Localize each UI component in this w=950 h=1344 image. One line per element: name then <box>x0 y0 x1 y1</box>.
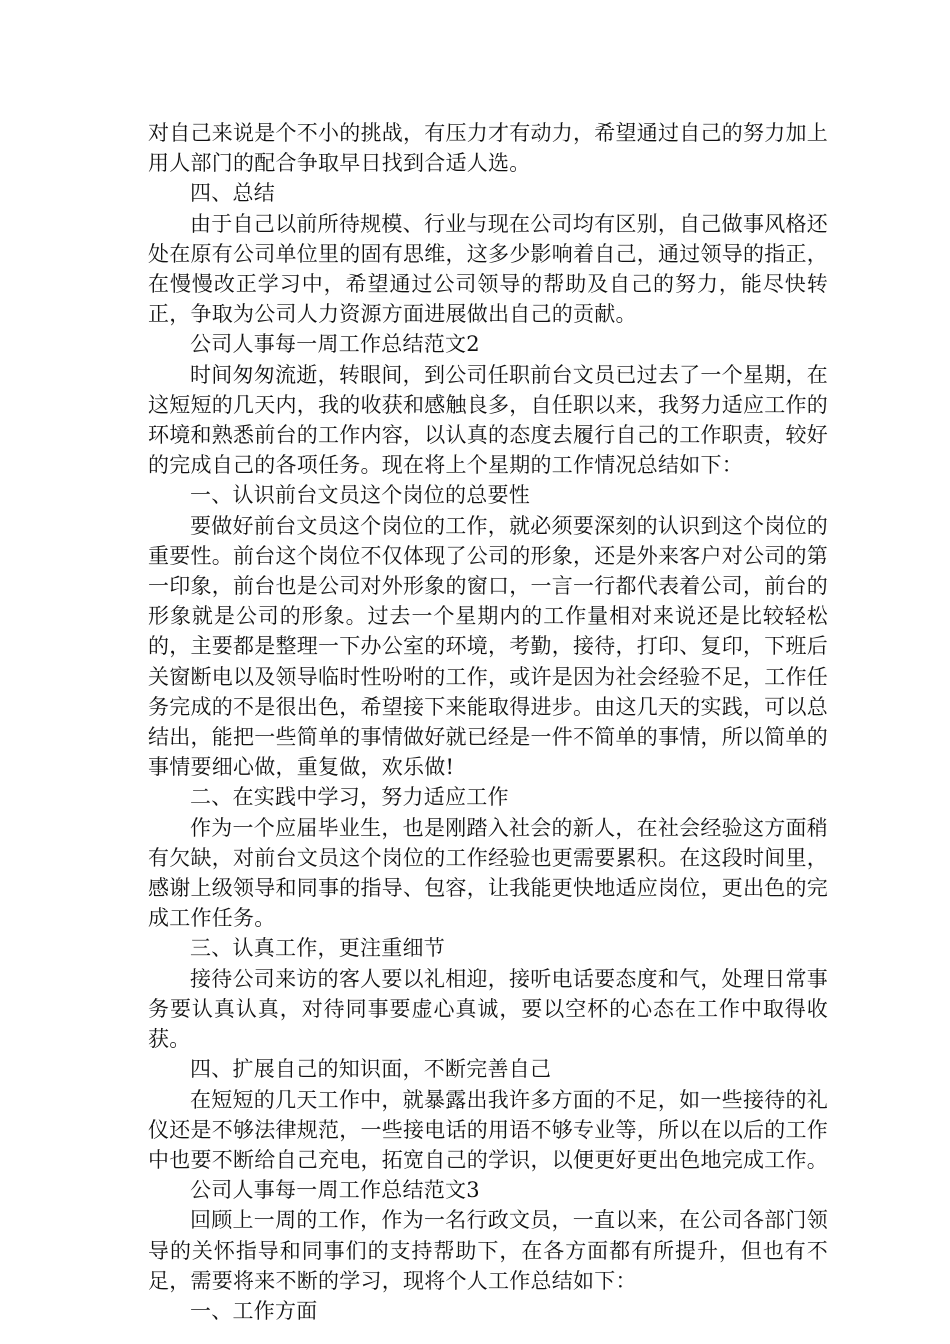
section-heading-knowledge: 四、扩展自己的知识面，不断完善自己 <box>190 1057 552 1082</box>
paragraph-role-importance: 要做好前台文员这个岗位的工作，就必须要深刻的认识到这个岗位的重要性。前台这个岗位不仅体现了公司的形象，还是外来客户对公司的第一印象，前台也是公司对外形象的窗口，一言一行都代表着公司，前台的形象就是公司的形象。过去一个星期内的工作量相对来说还是比较轻松的，主要都是整理一下办公室的环境，考勤，接待，打印、复印，下班后关窗断电以及领导临时性吩咐的工作，或许是因为社会经验不足，工作任务完成的不是很出色，希望接下来能取得进步。由这几天的实践，可以总结出，能把一些简单的事情做好就已经是一件不简单的事情，所以简单的事情要细心做，重复做，欢乐做! <box>148 513 828 780</box>
article-title-2: 公司人事每一周工作总结范文2 <box>190 332 480 357</box>
paragraph-intro-3: 回顾上一周的工作，作为一名行政文员，一直以来，在公司各部门领导的关怀指导和同事们的支持帮助下，在各方面都有所提升，但也有不足，需要将来不断的学习，现将个人工作总结如下： <box>148 1208 828 1293</box>
section-heading-work: 一、工作方面 <box>190 1298 318 1323</box>
document-body <box>148 118 828 1326</box>
section-heading-details: 三、认真工作，更注重细节 <box>190 936 445 961</box>
paragraph-continuation: 对自己来说是个不小的挑战，有压力才有动力，希望通过自己的努力加上用人部门的配合争取早日找到合适人选。 <box>148 121 828 176</box>
article-title-3: 公司人事每一周工作总结范文3 <box>190 1178 480 1203</box>
section-heading-role-importance: 一、认识前台文员这个岗位的总要性 <box>190 483 530 508</box>
section-heading-learning: 二、在实践中学习，努力适应工作 <box>190 785 509 810</box>
paragraph-details: 接待公司来访的客人要以礼相迎，接听电话要态度和气，处理日常事务要认真认真，对待同事要虚心真诚，要以空杯的心态在工作中取得收获。 <box>148 966 828 1052</box>
section-heading-summary: 四、总结 <box>190 181 275 206</box>
paragraph-intro-2: 时间匆匆流逝，转眼间，到公司任职前台文员已过去了一个星期，在这短短的几天内，我的收获和感触良多，自任职以来，我努力适应工作的环境和熟悉前台的工作内容，以认真的态度去履行自己的工作职责，较好的完成自己的各项任务。现在将上个星期的工作情况总结如下： <box>148 362 828 478</box>
paragraph-knowledge: 在短短的几天工作中，就暴露出我许多方面的不足，如一些接待的礼仪还是不够法律规范，一些接电话的用语不够专业等，所以在以后的工作中也要不断给自己充电，拓宽自己的学识，以便更好更出色地完成工作。 <box>148 1087 828 1172</box>
paragraph-learning: 作为一个应届毕业生，也是刚踏入社会的新人，在社会经验这方面稍有欠缺，对前台文员这个岗位的工作经验也更需要累积。在这段时间里，感谢上级领导和同事的指导、包容，让我能更快地适应岗位，更出色的完成工作任务。 <box>148 815 828 931</box>
paragraph-summary: 由于自己以前所待规模、行业与现在公司均有区别，自己做事风格还处在原有公司单位里的固有思维，这多少影响着自己，通过领导的指正，在慢慢改正学习中，希望通过公司领导的帮助及自己的努力，能尽快转正，争取为公司人力资源方面进展做出自己的贡献。 <box>148 211 828 327</box>
